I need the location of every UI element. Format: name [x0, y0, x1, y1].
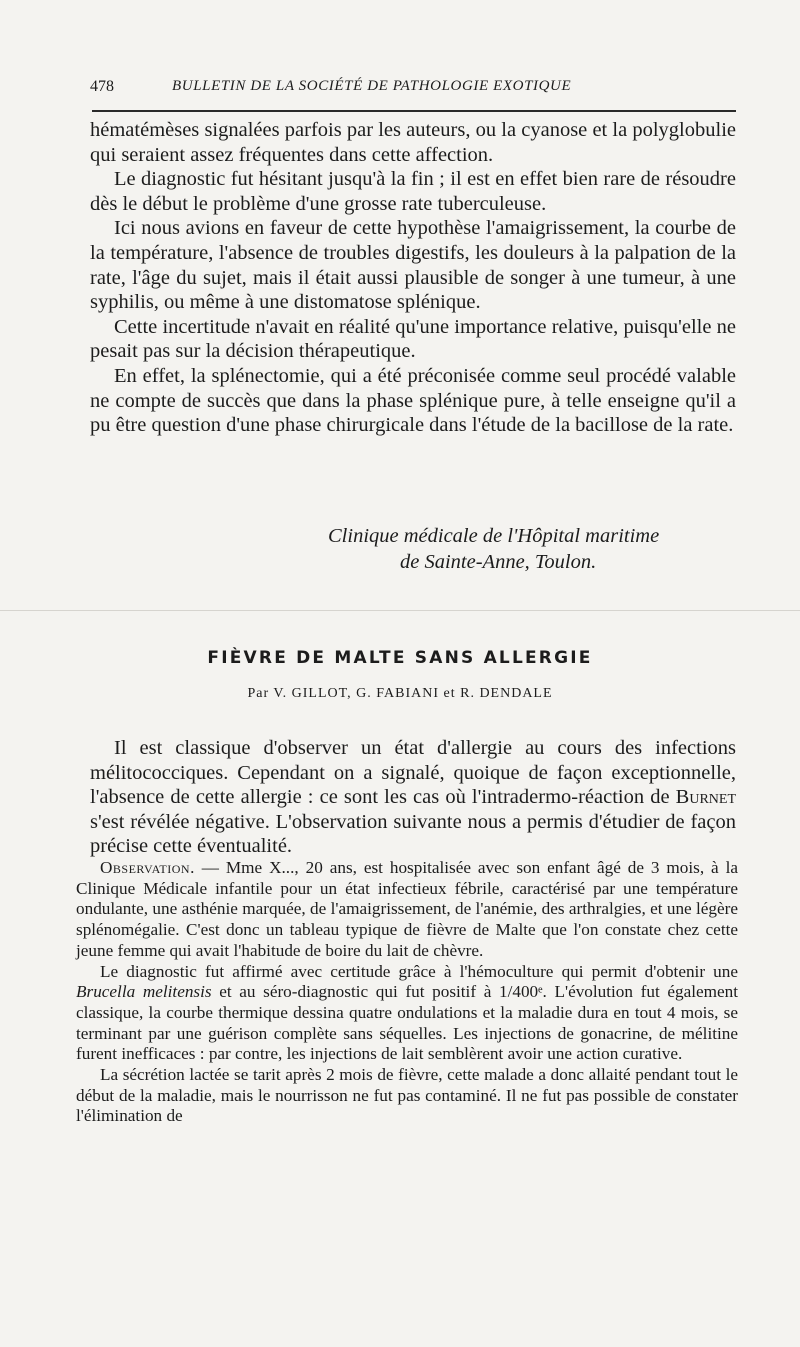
- article-title: FIÈVRE DE MALTE SANS ALLERGIE: [207, 648, 593, 668]
- paragraph: Cette incertitude n'avait en réalité qu'une importance relative, puisqu'elle ne pesait pas sur la décision thérapeutique.: [90, 315, 736, 363]
- paragraph: [90, 736, 736, 859]
- author-name: Burnet: [675, 786, 736, 809]
- running-title: BULLETIN DE LA SOCIÉTÉ DE PATHOLOGIE EXOTIQUE: [172, 78, 572, 94]
- previous-article-body: [90, 118, 736, 438]
- text-run: Il est classique d'observer un état d'allergie au cours des infections mélitococciques. Cependant on a signalé, quoique de façon exceptionnelle, l'absence de cette allergie : ce sont les cas où l'intradermo-réaction de: [90, 737, 736, 809]
- header-rule: [92, 110, 736, 112]
- paragraph: hématémèses signalées parfois par les auteurs, ou la cyanose et la polyglobulie qui seraient assez fréquentes dans cette affection.: [90, 119, 736, 166]
- paragraph: Le diagnostic fut hésitant jusqu'à la fin ; il est en effet bien rare de résoudre dès le début le problème d'une grosse rate tuberculeuse.: [90, 168, 736, 215]
- paragraph: Ici nous avions en faveur de cette hypothèse l'amaigrissement, la courbe de la température, l'absence de troubles digestifs, les douleurs à la palpation de la rate, l'âge du sujet, mais il était aussi plausible de songer à une tumeur, à une syphilis, ou même à une distomatose splénique.: [90, 217, 736, 314]
- text-run: s'est révélée négative. L'observation suivante nous a permis d'étudier de façon précise cette éventualité.: [90, 810, 736, 858]
- observation-section: [76, 858, 738, 1127]
- paragraph: [76, 858, 738, 962]
- affiliation-signature: [300, 523, 740, 575]
- page-header: [90, 76, 736, 106]
- organism-name: Brucella melitensis: [76, 982, 212, 1002]
- section-divider: [0, 610, 800, 611]
- observation-label: Observation.: [100, 858, 195, 877]
- paragraph: [76, 962, 738, 1066]
- text-run: et au séro-diagnostic qui fut positif à 1/400ᵉ. L'évolution fut également classique, la courbe thermique dessina quatre ondulations et la maladie dura en tout 4 mois, se terminant par une guérison complète sans séquelles. Les injections de gonacrine, de mélitine furent inefficaces : par contre, les injections de lait semblèrent avoir une action curative.: [76, 982, 738, 1064]
- article-intro: [90, 736, 736, 859]
- signature-line: Clinique médicale de l'Hôpital maritime: [328, 525, 660, 547]
- text-run: — Mme X..., 20 ans, est hospitalisée avec son enfant âgé de 3 mois, à la Clinique Médicale infantile pour un état infectieux fébrile, caractérisé par une température ondulante, une asthénie marquée, de l'amaigrissement, de l'anémie, des arthralgies, et une légère splénomégalie. C'est donc un tableau typique de fièvre de Malte que l'on constate chez cette jeune femme qui avait l'habitude de boire du lait de chèvre.: [76, 858, 738, 960]
- page-number: 478: [90, 78, 114, 95]
- paragraph: La sécrétion lactée se tarit après 2 mois de fièvre, cette malade a donc allaité pendant tout le début de la maladie, mais le nourrisson ne fut pas contaminé. Il ne fut pas possible de constater l'élimination de: [76, 1065, 738, 1126]
- article-authors: Par V. GILLOT, G. FABIANI et R. DENDALE: [247, 686, 553, 701]
- signature-line: de Sainte-Anne, Toulon.: [400, 551, 597, 573]
- text-run: Le diagnostic fut affirmé avec certitude grâce à l'hémoculture qui permit d'obtenir une: [100, 961, 738, 981]
- paragraph: En effet, la splénectomie, qui a été préconisée comme seul procédé valable ne compte de succès que dans la phase splénique pure, à telle enseigne qu'il a pu être question d'une phase chirurgicale dans l'étude de la bacillose de la rate.: [90, 364, 736, 437]
